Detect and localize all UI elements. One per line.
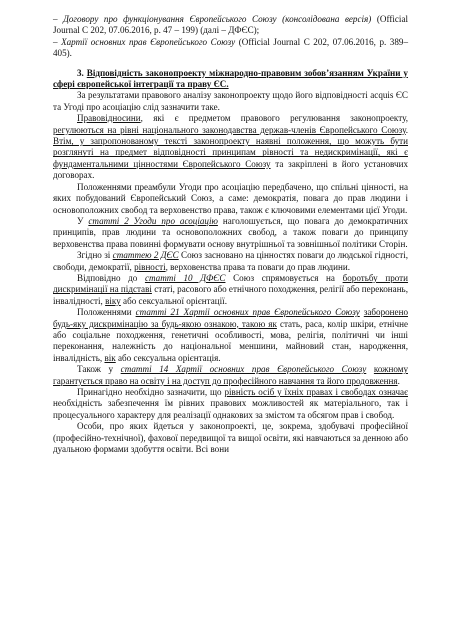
underlined-text: Втім, у запропонованому тексті законопроекту наявні положення, що можуть бути розглянуті на предмет відповідності принципам рівності та недискримінації, які є фундаментальними цінностями Європейського Союзу bbox=[53, 136, 408, 169]
paragraph-article-2-teu bbox=[53, 250, 408, 273]
article-reference: статті 21 Хартії основних прав Європейського Союзу bbox=[135, 307, 360, 318]
underlined-text: рівності bbox=[134, 261, 166, 272]
underlined-text: кожному гарантується право на освіту і на доступ до професійного навчання та його продовження bbox=[53, 364, 408, 386]
paragraph-students: Особи, про яких йдеться у законопроекті, це, зокрема, здобувачі професійної (професійно-технічної), фахової передвищої та вищої освіти, які навчаються за денною або дуальною формами здобуття освіти. Всі вони bbox=[53, 421, 408, 455]
text-run: наголошується, що повага до демократичних принципів, прав людини та основоположних свобод, а також поваги до принципу верховенства права повинні формувати основу внутрішньої та зовнішньої політики Сторін. bbox=[53, 215, 409, 249]
text-run: Принагідно необхідно зазначити, що bbox=[77, 387, 225, 397]
text-run: та закріплені в його установчих договорах. bbox=[53, 158, 408, 181]
underlined-text: віку bbox=[105, 295, 121, 306]
paragraph-article-14-charter bbox=[53, 364, 408, 387]
underlined-text: заборонено будь-яку дискримінацію за будь-якою ознакою, такою як bbox=[53, 307, 408, 329]
spacer bbox=[53, 60, 408, 68]
text-run: , верховенства права та поваги до прав людини. bbox=[165, 261, 351, 272]
paragraph-article-21-charter bbox=[53, 307, 408, 364]
underlined-text: боротьбу проти дискримінації на підставі bbox=[53, 272, 409, 295]
text-run: . bbox=[397, 375, 400, 386]
text-run: Союз спрямовується на bbox=[225, 272, 343, 283]
section-heading bbox=[53, 68, 408, 91]
reference-charter bbox=[53, 37, 408, 60]
paragraph-legal-relations bbox=[53, 113, 408, 181]
underlined-text: регулюються на рівні національного законодавства держав-членів Європейського Союзу bbox=[53, 124, 406, 135]
article-reference: статтею 2 ДЄС bbox=[112, 250, 179, 261]
text-run bbox=[366, 364, 374, 374]
text-run: Відповідно до bbox=[77, 272, 145, 283]
text-run: Союз засновано на цінностях поваги до людської гідності, свободи, демократії, bbox=[53, 250, 408, 272]
text-run: або сексуальна орієнтація. bbox=[115, 352, 221, 363]
reference-tfeu-source: (Official Journal C 202, 07.06.2016, p. 47 – 199) (далі – ДФЄС); bbox=[53, 14, 409, 36]
section-number: 3. bbox=[77, 67, 84, 78]
reference-tfeu bbox=[53, 14, 408, 37]
text-run: Положеннями bbox=[77, 307, 136, 318]
paragraph-equality bbox=[53, 387, 408, 421]
underlined-text: вік bbox=[104, 352, 116, 363]
underlined-text: рівність осіб у їхніх правах і свободах означає bbox=[224, 387, 408, 397]
paragraph-preamble: Положеннями преамбули Угоди про асоціацію передбачено, що спільні цінності, на яких побудований Європейський Союз, а саме: демократія, повага до прав людини і основоположних свобод та верховенство права, також є ключовими елементами цієї Угоди. bbox=[53, 181, 408, 215]
underlined-text: Правовідносини bbox=[77, 113, 141, 124]
paragraph-article-2-association bbox=[53, 216, 408, 250]
text-run: . bbox=[405, 124, 408, 135]
section-title: Відповідність законопроекту міжнародно-правовим зобов’язанням України у сфері європейської інтеграції та праву ЄС. bbox=[53, 67, 408, 90]
reference-charter-source: (Official Journal C 202, 07.06.2016, p. 389– 405). bbox=[53, 36, 408, 59]
article-reference: статті 2 Угоди про асоціацію bbox=[88, 215, 218, 226]
text-run: , які є предметом правового регулювання законопроекту, bbox=[140, 113, 408, 124]
text-run: необхідність забезпечення їм рівних правових можливостей як матеріального, так і процесуального характеру для реалізації однакових за змістом та обсягом прав і свобод. bbox=[53, 398, 408, 420]
reference-charter-title: – Хартії основних прав Європейського Союзу bbox=[53, 36, 236, 47]
article-reference: статті 10 ДФЄС bbox=[144, 272, 226, 283]
text-run: Також у bbox=[77, 364, 121, 375]
reference-tfeu-title: – Договору про функціонування Європейського Союзу (консолідована версія) bbox=[53, 14, 372, 24]
text-run: Згідно зі bbox=[77, 250, 113, 261]
paragraph-intro: За результатами правового аналізу законопроекту щодо його відповідності acquis ЄС та Угоді про асоціацію слід зазначити таке. bbox=[53, 90, 408, 112]
paragraph-article-10-tfeu bbox=[53, 273, 408, 307]
text-run: стать, раса, колір шкіри, етнічне або соціальне походження, генетичні особливості, мова, релігія, політичні чи інші переконання, належність до національної меншини, майновий стан, народження, інвалідність, bbox=[53, 318, 408, 363]
text-run: або сексуальної орієнтації. bbox=[120, 295, 227, 306]
text-run: У bbox=[77, 215, 89, 226]
text-run: статі, расового або етнічного походження, релігії або переконань, інвалідності, bbox=[53, 284, 408, 306]
article-reference: статті 14 Хартії основних прав Європейського Союзу bbox=[120, 364, 367, 375]
